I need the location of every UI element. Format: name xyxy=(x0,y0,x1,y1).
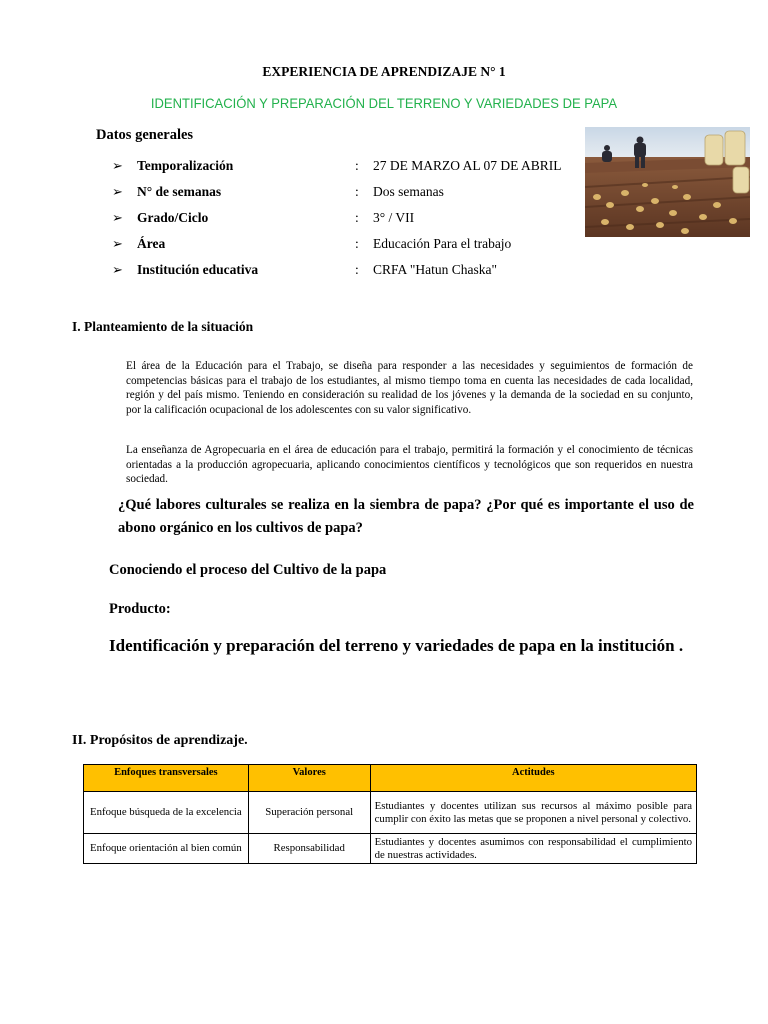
datos-colon: : xyxy=(355,236,359,251)
arrow-bullet-icon: ➢ xyxy=(112,184,123,199)
potato-field-photo xyxy=(585,127,750,237)
table-cell-valor: Superación personal xyxy=(248,792,370,834)
document-title: EXPERIENCIA DE APRENDIZAJE N° 1 xyxy=(262,64,506,79)
datos-label: Institución educativa xyxy=(137,262,259,277)
datos-value: 27 DE MARZO AL 07 DE ABRIL xyxy=(373,158,562,173)
arrow-bullet-icon: ➢ xyxy=(112,158,123,173)
conociendo-heading: Conociendo el proceso del Cultivo de la papa xyxy=(109,562,387,578)
datos-value: CRFA "Hatun Chaska" xyxy=(373,262,498,277)
producto-text: Identificación y preparación del terreno y variedades de papa en la institución . xyxy=(109,636,684,655)
table-cell-enfoque: Enfoque orientación al bien común xyxy=(84,834,249,864)
table-cell-actitud: Estudiantes y docentes utilizan sus recursos al máximo posible para cumplir con éxito las metas que se proponen a nivel personal y colectivo. xyxy=(370,792,696,834)
datos-row-semanas xyxy=(112,184,582,202)
table-row xyxy=(84,792,697,834)
datos-value: Dos semanas xyxy=(373,184,444,199)
datos-value: Educación Para el trabajo xyxy=(373,236,512,251)
propositos-table xyxy=(83,764,697,864)
table-header-valores: Valores xyxy=(248,765,370,792)
section-1-paragraph-2: La enseñanza de Agropecuaria en el área de educación para el trabajo, permitirá la formación y el conocimiento de técnicas orientadas a la producción agropecuaria, aplicando conocimientos científicos y tecnológicos que son requeridos en nuestra sociedad. xyxy=(126,444,693,485)
document-subtitle: IDENTIFICACIÓN Y PREPARACIÓN DEL TERRENO Y VARIEDADES DE PAPA xyxy=(150,95,618,111)
datos-generales-heading: Datos generales xyxy=(96,127,194,143)
section-2-heading: II. Propósitos de aprendizaje. xyxy=(72,733,248,748)
datos-label: Área xyxy=(137,236,166,251)
arrow-bullet-icon: ➢ xyxy=(112,210,123,225)
datos-row-institucion xyxy=(112,262,582,280)
table-cell-valor: Responsabilidad xyxy=(248,834,370,864)
guiding-question: ¿Qué labores culturales se realiza en la siembra de papa? ¿Por qué es importante el uso de abono orgánico en los cultivos de papa? xyxy=(118,497,694,536)
table-cell-actitud: Estudiantes y docentes asumimos con responsabilidad el cumplimiento de nuestras actividades. xyxy=(370,834,696,864)
section-1-heading: I. Planteamiento de la situación xyxy=(72,319,254,334)
datos-row-grado xyxy=(112,210,582,228)
table-header-enfoques: Enfoques transversales xyxy=(84,765,249,792)
table-cell-enfoque: Enfoque búsqueda de la excelencia xyxy=(84,792,249,834)
arrow-bullet-icon: ➢ xyxy=(112,262,123,277)
datos-colon: : xyxy=(355,262,359,277)
table-header-row xyxy=(84,765,697,792)
datos-row-area xyxy=(112,236,582,254)
datos-value: 3° / VII xyxy=(373,210,415,225)
table-row xyxy=(84,834,697,864)
arrow-bullet-icon: ➢ xyxy=(112,236,123,251)
section-1-paragraph-1: El área de la Educación para el Trabajo, se diseña para responder a las necesidades y seguimientos de formación de competencias básicas para el trabajo de los estudiantes, al mismo tiempo toma en cuenta las necesidades de cada localidad, región y del país mismo. Teniendo en consideración su realidad de los jóvenes y la demanda de la sociedad en su conjunto, por la calificación ocupacional de los adolescentes con su valor significativo. xyxy=(126,360,693,416)
datos-label: Grado/Ciclo xyxy=(137,210,209,225)
datos-colon: : xyxy=(355,184,359,199)
datos-row-temporalizacion xyxy=(112,158,582,176)
datos-colon: : xyxy=(355,210,359,225)
datos-label: Temporalización xyxy=(137,158,234,173)
datos-colon: : xyxy=(355,158,359,173)
datos-label: N° de semanas xyxy=(137,184,222,199)
producto-label: Producto: xyxy=(109,601,171,617)
table-header-actitudes: Actitudes xyxy=(370,765,696,792)
